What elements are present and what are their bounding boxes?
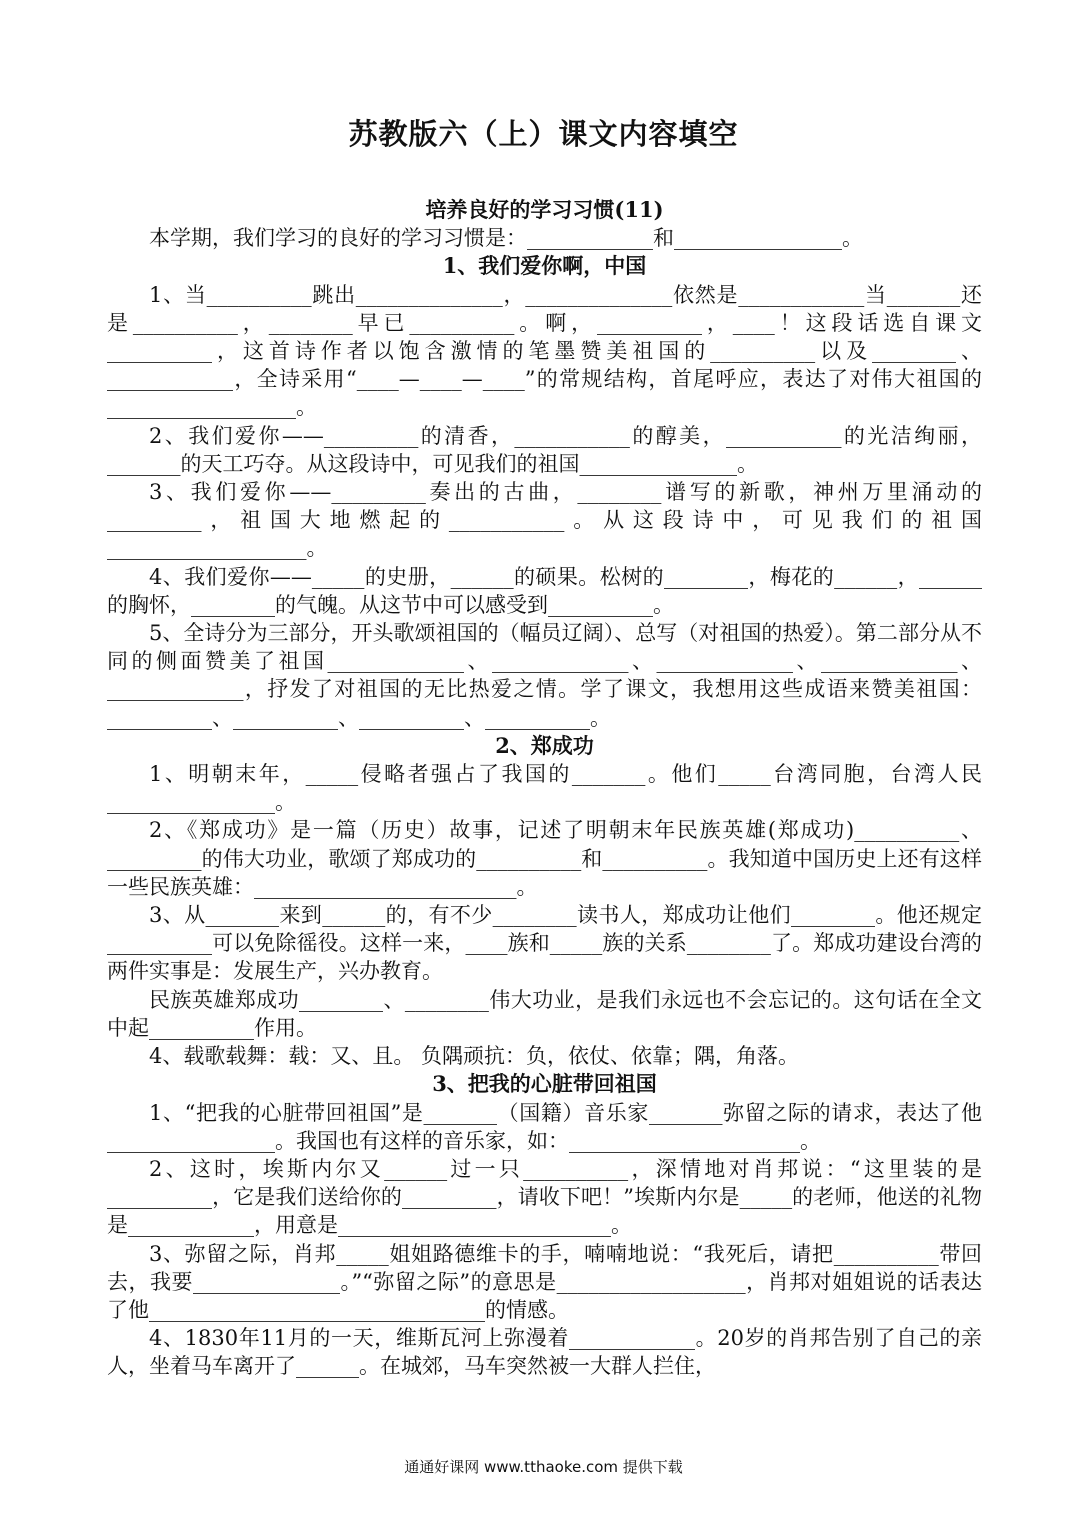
page-footer: 通通好课网 www.tthaoke.com 提供下载: [404, 1458, 683, 1476]
section-heading: 1、我们爱你啊，中国: [442, 253, 647, 279]
paragraph: 3、从_______来到______的，有不少________读书人，郑成功让他们________。他还规定__________可以免除徭役。这样一来，____族和_____族的关系________了。郑成功建设台湾的两件实事是：发展生产，兴办教育。: [107, 903, 982, 984]
section-heading: 培养良好的学习习惯(11): [425, 197, 664, 222]
paragraph: 4、载歌载舞：载：又、且。 负隅顽抗：负，依仗、依靠；隅，角落。: [149, 1044, 800, 1069]
paragraph: 4、1830年11月的一天，维斯瓦河上弥漫着____________。20岁的肖邦告别了自己的亲人，坐着马车离开了______。在城郊，马车突然被一大群人拦住，: [107, 1326, 982, 1379]
section-heading: 3、把我的心脏带回祖国: [432, 1071, 657, 1097]
section-heading: 2、郑成功: [495, 732, 594, 758]
paragraph: 2、我们爱你——_________的清香，___________的醇美，___________的光洁绚丽，_______的天工巧夺。从这段诗中，可见我们的祖国_______________。: [107, 423, 982, 476]
paragraph: 2、《郑成功》是一篇（历史）故事，记述了明朝末年民族英雄(郑成功)__________、_________的伟大功业，歌颂了郑成功的__________和__________。我知道中国历史上还有这样一些民族英雄：_________________________。: [107, 818, 982, 899]
paragraph: 3、弥留之际，肖邦_____姐姐路德维卡的手，喃喃地说：“我死后，请把__________带回去，我要______________。”“弥留之际”的意思是__________________，肖邦对姐姐说的话表达了他________________________________的情感。: [107, 1241, 982, 1322]
paragraph: 3、我们爱你——_________奏出的古曲，________谱写的新歌，神州万里涌动的_________，祖国大地燃起的___________。从这段诗中，可见我们的祖国___________________。: [107, 480, 982, 561]
paragraph: 本学期，我们学习的良好的学习习惯是：____________和________________。: [149, 226, 863, 251]
paragraph: 民族英雄郑成功________、________伟大功业，是我们永远也不会忘记的。这句话在全文中起__________作用。: [107, 987, 982, 1040]
paragraph: 4、我们爱你——_____的史册，______的硕果。松树的________，梅花的______，______的胸怀，________的气魄。从这节中可以感受到__________。: [107, 564, 982, 617]
paragraph: 5、全诗分为三部分，开头歌颂祖国的（幅员辽阔）、总写（对祖国的热爱）。第二部分从不同的侧面赞美了祖国_____________、_____________、_____________、_____________、_____________，抒发了对祖国的无比热爱之情。学了课文，我想用这些成语来赞美祖国：__________、__________、__________、__________。: [107, 621, 982, 730]
document-body: [107, 196, 982, 1381]
paragraph: 2、这时，埃斯内尔又______过一只__________，深情地对肖邦说：“这里装的是__________，它是我们送给你的_________，请收下吧！”埃斯内尔是_____的老师，他送的礼物是____________，用意是__________________________。: [107, 1156, 982, 1238]
paragraph: 1、“把我的心脏带回祖国”是_______（国籍）音乐家_______弥留之际的请求，表达了他________________。我国也有这样的音乐家，如：______________________。: [107, 1100, 982, 1153]
paragraph: 1、当__________跳出______________，______________依然是____________当_______还是__________，________早已__________。啊，__________，____！这段话选自课文__________，这首诗作者以饱含激情的笔墨赞美祖国的__________以及________、____________，全诗采用“____—____—____”的常规结构，首尾呼应，表达了对伟大祖国的__________________。: [107, 282, 982, 420]
document-title: 苏教版六（上）课文内容填空: [348, 117, 739, 151]
paragraph: 1、明朝末年，_____侵略者强占了我国的_______。他们_____台湾同胞，台湾人民________________。: [107, 762, 982, 815]
